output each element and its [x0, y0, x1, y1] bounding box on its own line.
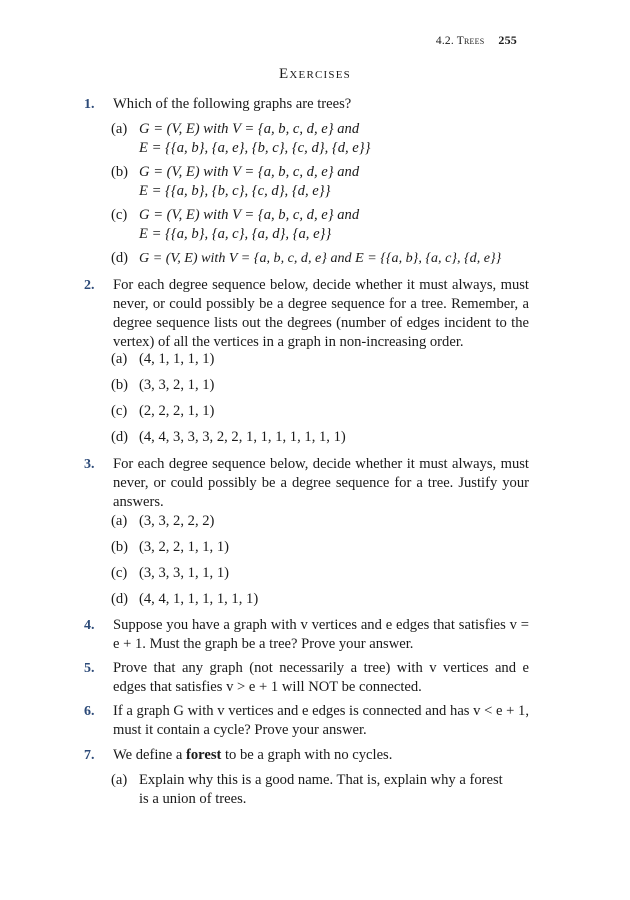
problem-7 — [84, 746, 529, 765]
problem-number: 7. — [84, 748, 95, 763]
part-label: (a) — [111, 772, 128, 788]
problem-number: 6. — [84, 704, 95, 719]
problem-2-part-d — [111, 428, 539, 447]
part-line: (3, 3, 3, 1, 1, 1) — [139, 565, 229, 581]
problem-number: 5. — [84, 661, 95, 676]
part-line: (3, 3, 2, 2, 2) — [139, 513, 215, 529]
problem-1-part-c — [111, 206, 539, 244]
part-label: (b) — [111, 539, 129, 555]
part-line: (4, 1, 1, 1, 1) — [139, 351, 215, 367]
part-label: (b) — [111, 164, 129, 180]
part-line: (3, 3, 2, 1, 1) — [139, 377, 215, 393]
problem-1 — [84, 95, 529, 114]
problem-6 — [84, 702, 529, 740]
problem-1-part-b — [111, 163, 539, 201]
part-label: (b) — [111, 377, 129, 393]
problem-text: Prove that any graph (not necessarily a tree) with v vertices and e edges that satisfies v > e + 1 will NOT be connected. — [113, 660, 529, 695]
part-line: E = {{a, b}, {a, e}, {b, c}, {c, d}, {d, e}} — [139, 140, 371, 156]
defined-term: forest — [185, 747, 222, 763]
problem-3-part-b — [111, 538, 539, 557]
problem-text: For each degree sequence below, decide whether it must always, must never, or could possibly be a degree sequence for a tree. Remember, a degree sequence lists out the degrees (number of edges incident to the vertex) of all the vertices in a graph in non-increasing order. — [113, 277, 529, 350]
part-line: G = (V, E) with V = {a, b, c, d, e} and — [139, 164, 360, 180]
part-label: (d) — [111, 429, 129, 445]
problem-text: Which of the following graphs are trees? — [113, 96, 352, 112]
part-line: G = (V, E) with V = {a, b, c, d, e} and E = {{a, b}, {a, c}, {d, e}} — [139, 250, 502, 266]
problem-2 — [84, 276, 529, 352]
part-label: (a) — [111, 513, 128, 529]
problem-2-part-a — [111, 350, 539, 369]
problem-text: For each degree sequence below, decide whether it must always, must never, or could possibly be a degree sequence for a tree. Justify your answers. — [113, 456, 529, 510]
part-line: (3, 2, 2, 1, 1, 1) — [139, 539, 229, 555]
problem-3-part-a — [111, 512, 539, 531]
problem-2-part-b — [111, 376, 539, 395]
problem-2-part-c — [111, 402, 539, 421]
problem-3-part-d — [111, 590, 539, 609]
part-line: G = (V, E) with V = {a, b, c, d, e} and — [139, 121, 360, 137]
problem-3-part-c — [111, 564, 539, 583]
problem-number: 1. — [84, 97, 95, 112]
part-label: (d) — [111, 250, 129, 266]
problem-3 — [84, 455, 529, 512]
part-line: G = (V, E) with V = {a, b, c, d, e} and — [139, 207, 360, 223]
part-label: (c) — [111, 565, 128, 581]
part-line: (2, 2, 2, 1, 1) — [139, 403, 215, 419]
part-label: (d) — [111, 591, 129, 607]
problem-1-part-d — [111, 249, 539, 268]
problem-7-part-a — [111, 771, 531, 809]
problem-1-part-a — [111, 120, 539, 158]
part-label: (a) — [111, 121, 128, 137]
problem-number: 3. — [84, 457, 95, 472]
problem-4 — [84, 616, 529, 654]
part-label: (c) — [111, 403, 128, 419]
problem-text-start: We define a — [113, 747, 186, 763]
page-number: 255 — [498, 33, 517, 47]
problem-number: 4. — [84, 618, 95, 633]
part-label: (c) — [111, 207, 128, 223]
part-line: Explain why this is a good name. That is, explain why a forest — [139, 772, 503, 788]
part-line: (4, 4, 3, 3, 3, 2, 2, 1, 1, 1, 1, 1, 1, 1) — [139, 429, 346, 445]
exercises-heading: Exercises — [279, 66, 351, 82]
section-title: 4.2. Trees — [435, 35, 485, 47]
problem-text: Suppose you have a graph with v vertices and e edges that satisfies v = e + 1. Must the graph be a tree? Prove your answer. — [113, 617, 529, 652]
problem-text: If a graph G with v vertices and e edges is connected and has v < e + 1, must it contain a cycle? Prove your answer. — [113, 703, 529, 738]
part-line: E = {{a, b}, {a, c}, {a, d}, {a, e}} — [139, 226, 332, 242]
part-line: (4, 4, 1, 1, 1, 1, 1, 1) — [139, 591, 259, 607]
part-line: is a union of trees. — [139, 791, 247, 807]
running-head — [436, 33, 517, 48]
problem-number: 2. — [84, 278, 95, 293]
problem-text-end: to be a graph with no cycles. — [221, 747, 393, 763]
problem-5 — [84, 659, 529, 697]
part-line: E = {{a, b}, {b, c}, {c, d}, {d, e}} — [139, 183, 331, 199]
part-label: (a) — [111, 351, 128, 367]
